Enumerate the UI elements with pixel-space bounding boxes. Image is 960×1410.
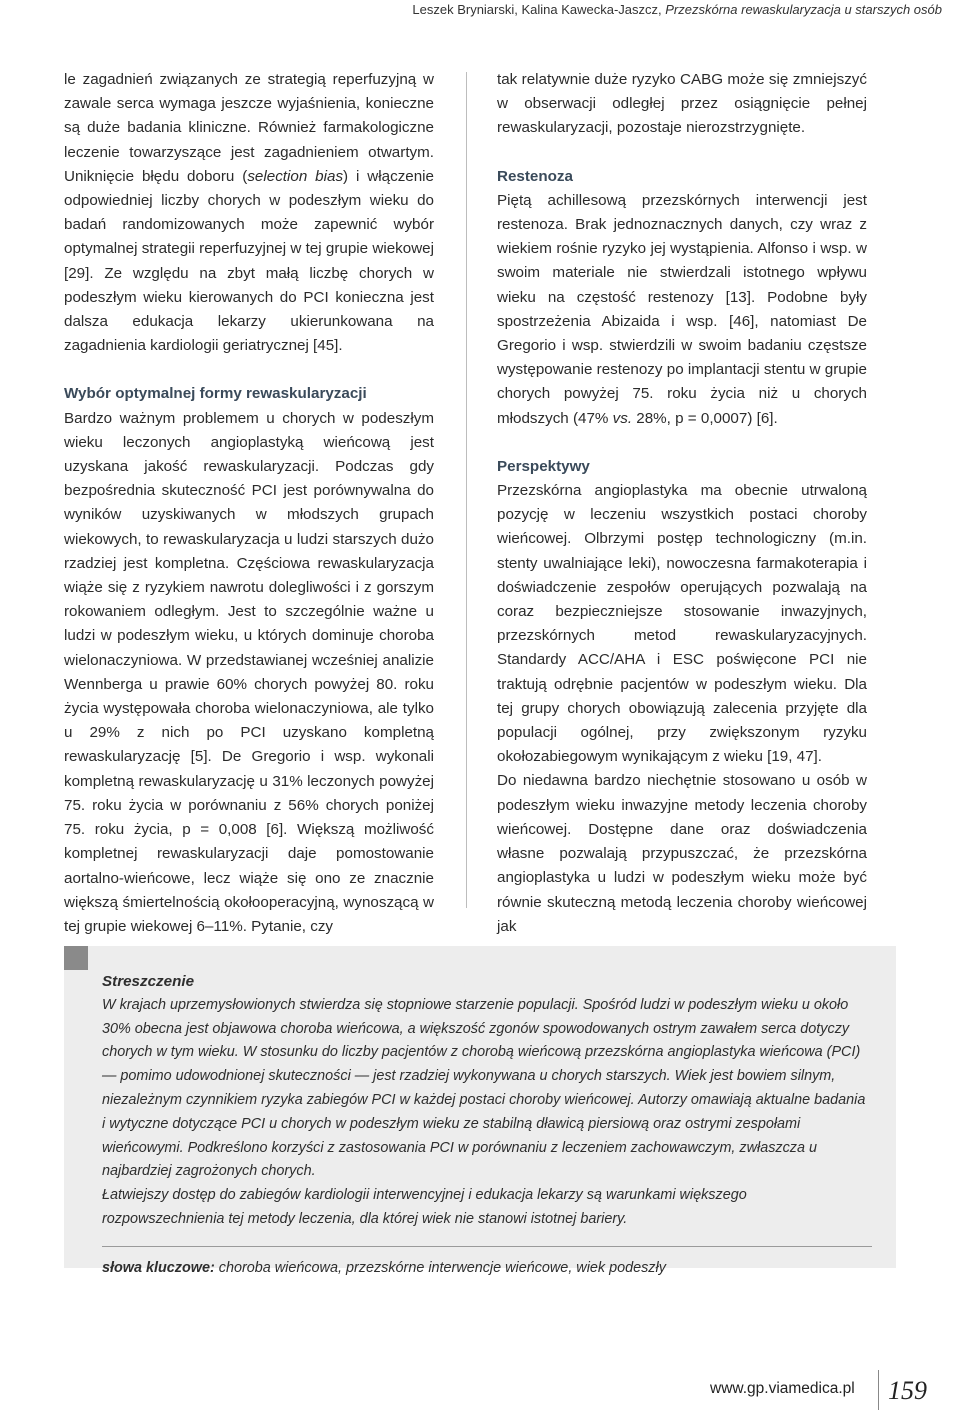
abstract-box <box>64 946 896 1276</box>
keywords-text: choroba wieńcowa, przezskórne interwencje wieńcowe, wiek podeszły <box>214 1259 666 1276</box>
abstract-title: Streszczenie <box>102 973 195 990</box>
footer-divider <box>878 1370 879 1410</box>
text-run: ) i włączenie odpowiedniej liczby chorych w podeszłym wieku do badań randomizowanych może zapewnić wybór optymalnej strategii reperfuzyjnej w tej grupie wiekowej [29]. Ze względu na zbyt małą liczbę chorych w podeszłym wieku kierowanych do PCI konieczna jest dalsza edukacja lekarzy ukierunkowana na zagadnienia kardiologii geriatrycznej [45]. <box>64 167 434 355</box>
text-run: le zagadnień związanych ze strategią reperfuzyjną w zawale serca wymaga jeszcze wyjaśnienia, konieczne są duże badania kliniczne. Również farmakologiczne leczenie towarzyszące jest zagadnieniem otwartym. Uniknięcie błędu doboru ( <box>64 71 434 185</box>
right-column <box>497 68 867 939</box>
abstract-separator <box>102 1246 872 1247</box>
text-run-italic: vs. <box>612 409 633 427</box>
header-authors: Leszek Bryniarski, Kalina Kawecka-Jaszcz, <box>412 2 666 17</box>
right-paragraph-2 <box>497 189 867 431</box>
spacer <box>497 141 867 165</box>
keywords-label: słowa kluczowe: <box>102 1259 215 1276</box>
page-number: 159 <box>888 1376 927 1405</box>
abstract-corner-square-icon <box>64 946 88 970</box>
spacer <box>64 358 434 382</box>
journal-url[interactable]: www.gp.viamedica.pl <box>710 1380 855 1397</box>
header-title: Przezskórna rewaskularyzacja u starszych osób <box>665 2 942 17</box>
text-run-italic: selection bias <box>247 167 344 185</box>
left-column <box>64 68 434 939</box>
right-paragraph-3: Przezskórna angioplastyka ma obecnie utrwaloną pozycję w leczeniu wszystkich postaci choroby wieńcowej. Olbrzymi postęp technologiczny (m.in. stenty uwalniające leki), nowoczesna farmakoterapia i doświadczenie zespołów operujących pozwalają na coraz bezpieczniejsze stosowanie inwazyjnych, przezskórnych metod rewaskularyzacyjnych. Standardy ACC/AHA i ESC poświęcone PCI nie traktują odrębnie pacjentów w podeszłym wieku. Dla tej grupy chorych obowiązują zalecenia przyjęte dla populacji ogólnej, przy zwiększonym ryzyku okołozabiegowym wynikającym z wieku [19, 47]. <box>497 482 867 766</box>
abstract-paragraph-2: Łatwiejszy dostęp do zabiegów kardiologii interwencyjnej i edukacja lekarzy są warunkami większego rozpowszechnienia tej metody leczenia, dla której wiek nie stanowi istotnej bariery. <box>102 1187 747 1227</box>
section-heading-restenosis: Restenoza <box>497 167 573 185</box>
abstract-paragraph-1: W krajach uprzemysłowionych stwierdza się stopniowe starzenie populacji. Spośród ludzi w podeszłym wieku u około 30% obecna jest objawowa choroba wieńcowa, a większość zgonów spowodowanych ostrym zawałem serca dotyczy chorych w tym wieku. W stosunku do liczby pacjentów z chorobą wieńcową przezskórna angioplastyka wieńcowa (PCI) — pomimo udowodnionej skuteczności — jest rzadziej wykonywana u chorych starszych. Wiek jest bowiem silnym, niezależnym czynnikiem ryzyka zabiegów PCI w każdej postaci choroby wieńcowej. Autorzy omawiają aktualne badania i wytyczne dotyczące PCI u chorych w podeszłym wieku ze stabilną dławicą piersiową oraz ostrymi zespołami wieńcowymi. Podkreślono korzyści z zastosowania PCI w porównaniu z leczeniem zachowawczym, zwłaszcza u najbardziej zagrożonych chorych. <box>102 996 866 1180</box>
text-run: 28%, p = 0,0007) [6]. <box>632 409 778 427</box>
keywords-line <box>102 1257 872 1281</box>
spacer <box>497 431 867 455</box>
right-paragraph-4: Do niedawna bardzo niechętnie stosowano u osób w podeszłym wieku inwazyjne metody leczenia choroby wieńcowej. Dostępne dane oraz doświadczenia własne pozwalają przypuszczać, że przezskórna angioplastyka u ludzi w podeszłym wieku może być równie skuteczną metodą leczenia choroby wieńcowej jak <box>497 772 867 935</box>
running-header <box>0 0 960 22</box>
section-heading-revascularization: Wybór optymalnej formy rewaskularyzacji <box>64 385 367 403</box>
section-heading-perspectives: Perspektywy <box>497 457 590 475</box>
abstract-content <box>102 970 872 1281</box>
left-paragraph-1 <box>64 68 434 358</box>
right-paragraph-1: tak relatywnie duże ryzyko CABG może się zmniejszyć w obserwacji odległej przez osiągnięcie pełnej rewaskularyzacji, pozostaje nierozstrzygnięte. <box>497 71 867 137</box>
text-run: Piętą achillesową przezskórnych interwencji jest restenoza. Brak jednoznacznych danych, czy wraz z wiekiem rośnie ryzyko jej wystąpienia. Alfonso i wsp. w swoim materiale nie stwierdzali istotnego wpływu wieku na częstość restenozy [13]. Podobne były spostrzeżenia Abizaida i wsp. [46], natomiast De Gregorio i wsp. stwierdzili w swoim badaniu częstsze występowanie restenozy po implantacji stentu w grupie chorych powyżej 75. roku życia niż u chorych młodszych (47% <box>497 191 867 427</box>
left-paragraph-2: Bardzo ważnym problemem u chorych w podeszłym wieku leczonych angioplastyką wieńcową jest uzyskana jakość rewaskularyzacji. Podczas gdy bezpośrednia skuteczność PCI jest porównywalna do wyników uzyskiwanych w młodszych grupach wiekowych, to rewaskularyzacja u ludzi starszych dużo rzadziej jest kompletna. Częściowa rewaskularyzacja wiąże się z ryzykiem nawrotu dolegliwości i z gorszym rokowaniem odległym. Jest to szczególnie ważne u ludzi w podeszłym wieku, u których dominuje choroba wielonaczyniowa. W przedstawianej wcześniej analizie Wennberga u prawie 60% chorych powyżej 80. roku życia występowała choroba wielonaczyniowa, ale tylko u 29% z nich po PCI uzyskano kompletną rewaskularyzację [5]. De Gregorio i wsp. wykonali kompletną rewaskularyzację u 31% leczonych powyżej 75. roku życia w porównaniu z 56% chorych poniżej 75. roku życia, p = 0,008 [6]. Większą możliwość kompletnej rewaskularyzacji daje pomostowanie aortalno-wieńcowe, lecz wiąże się ono ze znacznie większą śmiertelnością okołooperacyjną, wynoszącą w tej grupie wiekowej 6–11%. Pytanie, czy <box>64 409 434 935</box>
column-divider <box>466 72 467 908</box>
